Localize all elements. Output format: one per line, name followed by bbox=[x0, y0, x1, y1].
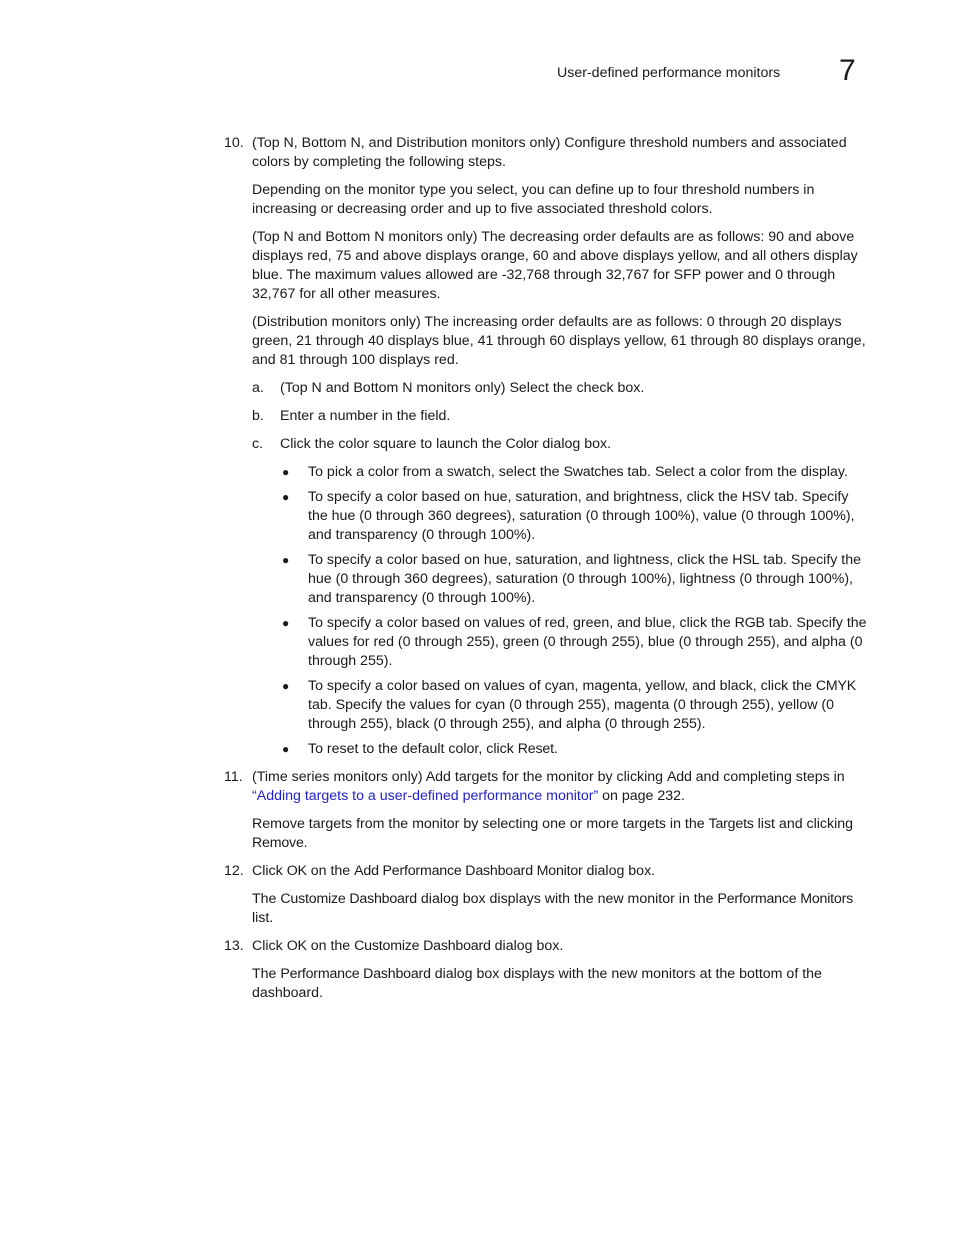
text-run: To specify a color based on values of cyan, magenta, yellow, and black, click the bbox=[308, 678, 816, 694]
bullet-icon: ● bbox=[282, 465, 290, 479]
step-number: 13. bbox=[224, 938, 244, 954]
step-text bbox=[252, 862, 868, 881]
ui-term: RGB bbox=[734, 615, 765, 631]
ui-term: Add bbox=[667, 769, 692, 785]
text-run: list. bbox=[252, 910, 274, 926]
bullet-item bbox=[0, 614, 872, 671]
ui-term: CMYK bbox=[815, 678, 857, 694]
text-run: dialog box displays with the new monitors at the bottom of the dashboard. bbox=[252, 966, 822, 1001]
ui-term: Reset bbox=[517, 741, 554, 757]
step-number: 11. bbox=[224, 769, 243, 785]
bullet-icon: ● bbox=[282, 742, 290, 756]
text-run: dialog box. bbox=[490, 938, 564, 954]
ui-term: Customize Dashboard bbox=[354, 938, 491, 954]
ui-term: Remove bbox=[252, 835, 304, 851]
chapter-number: 7 bbox=[839, 54, 856, 87]
substep-text: (Top N and Bottom N monitors only) Select the check box. bbox=[280, 380, 645, 396]
step-text bbox=[252, 937, 868, 956]
ui-term: Add Performance Dashboard Monitor bbox=[354, 863, 583, 879]
ui-term: Performance Dashboard bbox=[280, 966, 431, 982]
text-run: Remove targets from the monitor by selecting one or more targets in the bbox=[252, 816, 709, 832]
bullet-item bbox=[0, 551, 872, 608]
substep-letter: c. bbox=[252, 436, 264, 452]
text-run: To specify a color based on hue, saturation, and lightness, click the bbox=[308, 552, 733, 568]
text-run: tab. Specify the values for cyan (0 through 255), magenta (0 through 255), yellow (0 through 255), black (0 through 255), and alpha (0 through 255). bbox=[308, 697, 835, 732]
ui-term: Performance Monitors bbox=[717, 891, 853, 907]
section-title: User-defined performance monitors bbox=[557, 65, 781, 81]
text-run: list and clicking bbox=[753, 816, 854, 832]
step-number: 12. bbox=[224, 863, 244, 879]
text-run: To reset to the default color, click bbox=[308, 741, 518, 757]
text-run: (Time series monitors only) Add targets for the monitor by clicking bbox=[252, 769, 668, 785]
ui-term: Color bbox=[505, 436, 539, 452]
text-run: tab. Specify the values for red (0 through 255), green (0 through 255), blue (0 through 255), and alpha (0 through 255). bbox=[308, 615, 867, 669]
text-run: tab. Select a color from the display. bbox=[623, 464, 848, 480]
text-run: . bbox=[303, 835, 308, 851]
text-run: The bbox=[252, 891, 281, 907]
bullet-item bbox=[0, 463, 872, 482]
bullet-icon: ● bbox=[282, 679, 290, 693]
cross-reference-link[interactable]: “Adding targets to a user-defined performance monitor” bbox=[252, 788, 599, 804]
paragraph: (Top N and Bottom N monitors only) The decreasing order defaults are as follows: 90 and above displays red, 75 and above displays orange, 60 and above displays yellow, and all others display blue. The maximum values allowed are -32,768 through 32,767 for SFP power and 0 through 32,767 for all other measures. bbox=[252, 229, 858, 302]
substep-text bbox=[280, 436, 611, 452]
substep-a bbox=[0, 379, 870, 398]
document-body bbox=[0, 134, 954, 1012]
substep-c bbox=[0, 435, 870, 454]
step-text: (Top N, Bottom N, and Distribution monitors only) Configure threshold numbers and associated colors by completing the following steps. bbox=[252, 135, 847, 170]
text-run: The bbox=[252, 966, 281, 982]
ui-term: Targets bbox=[708, 816, 754, 832]
text-run: To specify a color based on values of red, green, and blue, click the bbox=[308, 615, 735, 631]
ui-term: OK bbox=[286, 938, 307, 954]
text-run: on the bbox=[306, 863, 355, 879]
bullet-item bbox=[0, 740, 872, 759]
text-run: tab. Specify the hue (0 through 360 degrees), saturation (0 through 100%), value (0 through 100%), and transparency (0 through 100%). bbox=[308, 489, 855, 543]
bullet-item bbox=[0, 488, 872, 545]
ui-term: Customize Dashboard bbox=[280, 891, 417, 907]
bullet-icon: ● bbox=[282, 490, 290, 504]
ui-term: Swatches bbox=[563, 464, 624, 480]
text-run: To specify a color based on hue, saturation, and brightness, click the bbox=[308, 489, 742, 505]
paragraph bbox=[0, 890, 868, 928]
text-run: tab. Specify the hue (0 through 360 degrees), saturation (0 through 100%), lightness (0 through 100%), and transparency (0 through 100%). bbox=[308, 552, 862, 606]
substep-letter: b. bbox=[252, 408, 264, 424]
substep-letter: a. bbox=[252, 380, 264, 396]
text-run: Click the color square to launch the bbox=[280, 436, 506, 452]
paragraph: Depending on the monitor type you select, you can define up to four threshold numbers in increasing or decreasing order and up to five associated threshold colors. bbox=[252, 182, 815, 217]
step-12 bbox=[0, 862, 868, 881]
ui-term: OK bbox=[286, 863, 307, 879]
text-run: Click bbox=[252, 863, 287, 879]
step-number: 10. bbox=[224, 135, 244, 151]
text-run: and completing steps in bbox=[691, 769, 845, 785]
paragraph: (Distribution monitors only) The increasing order defaults are as follows: 0 through 20 displays green, 21 through 40 displays blue, 41 through 60 displays yellow, 61 through 80 displays orange, and 81 through 100 displays red. bbox=[252, 314, 866, 368]
ui-term: HSL bbox=[732, 552, 760, 568]
substep-b bbox=[0, 407, 870, 426]
text-run: dialog box. bbox=[538, 436, 612, 452]
paragraph bbox=[0, 815, 868, 853]
step-11 bbox=[0, 768, 868, 806]
bullet-icon: ● bbox=[282, 616, 290, 630]
bullet-icon: ● bbox=[282, 553, 290, 567]
step-13 bbox=[0, 937, 868, 956]
bullet-item bbox=[0, 677, 872, 734]
text-run: . bbox=[553, 741, 558, 757]
text-run: on the bbox=[306, 938, 355, 954]
paragraph bbox=[0, 965, 868, 1003]
substep-text: Enter a number in the field. bbox=[280, 408, 451, 424]
text-run: dialog box. bbox=[582, 863, 656, 879]
text-run: Click bbox=[252, 938, 287, 954]
text-run: dialog box displays with the new monitor in the bbox=[416, 891, 718, 907]
step-text bbox=[252, 768, 868, 806]
text-run: on page 232. bbox=[598, 788, 685, 804]
text-run: To pick a color from a swatch, select the bbox=[308, 464, 564, 480]
step-10 bbox=[0, 134, 868, 172]
ui-term: HSV bbox=[741, 489, 771, 505]
